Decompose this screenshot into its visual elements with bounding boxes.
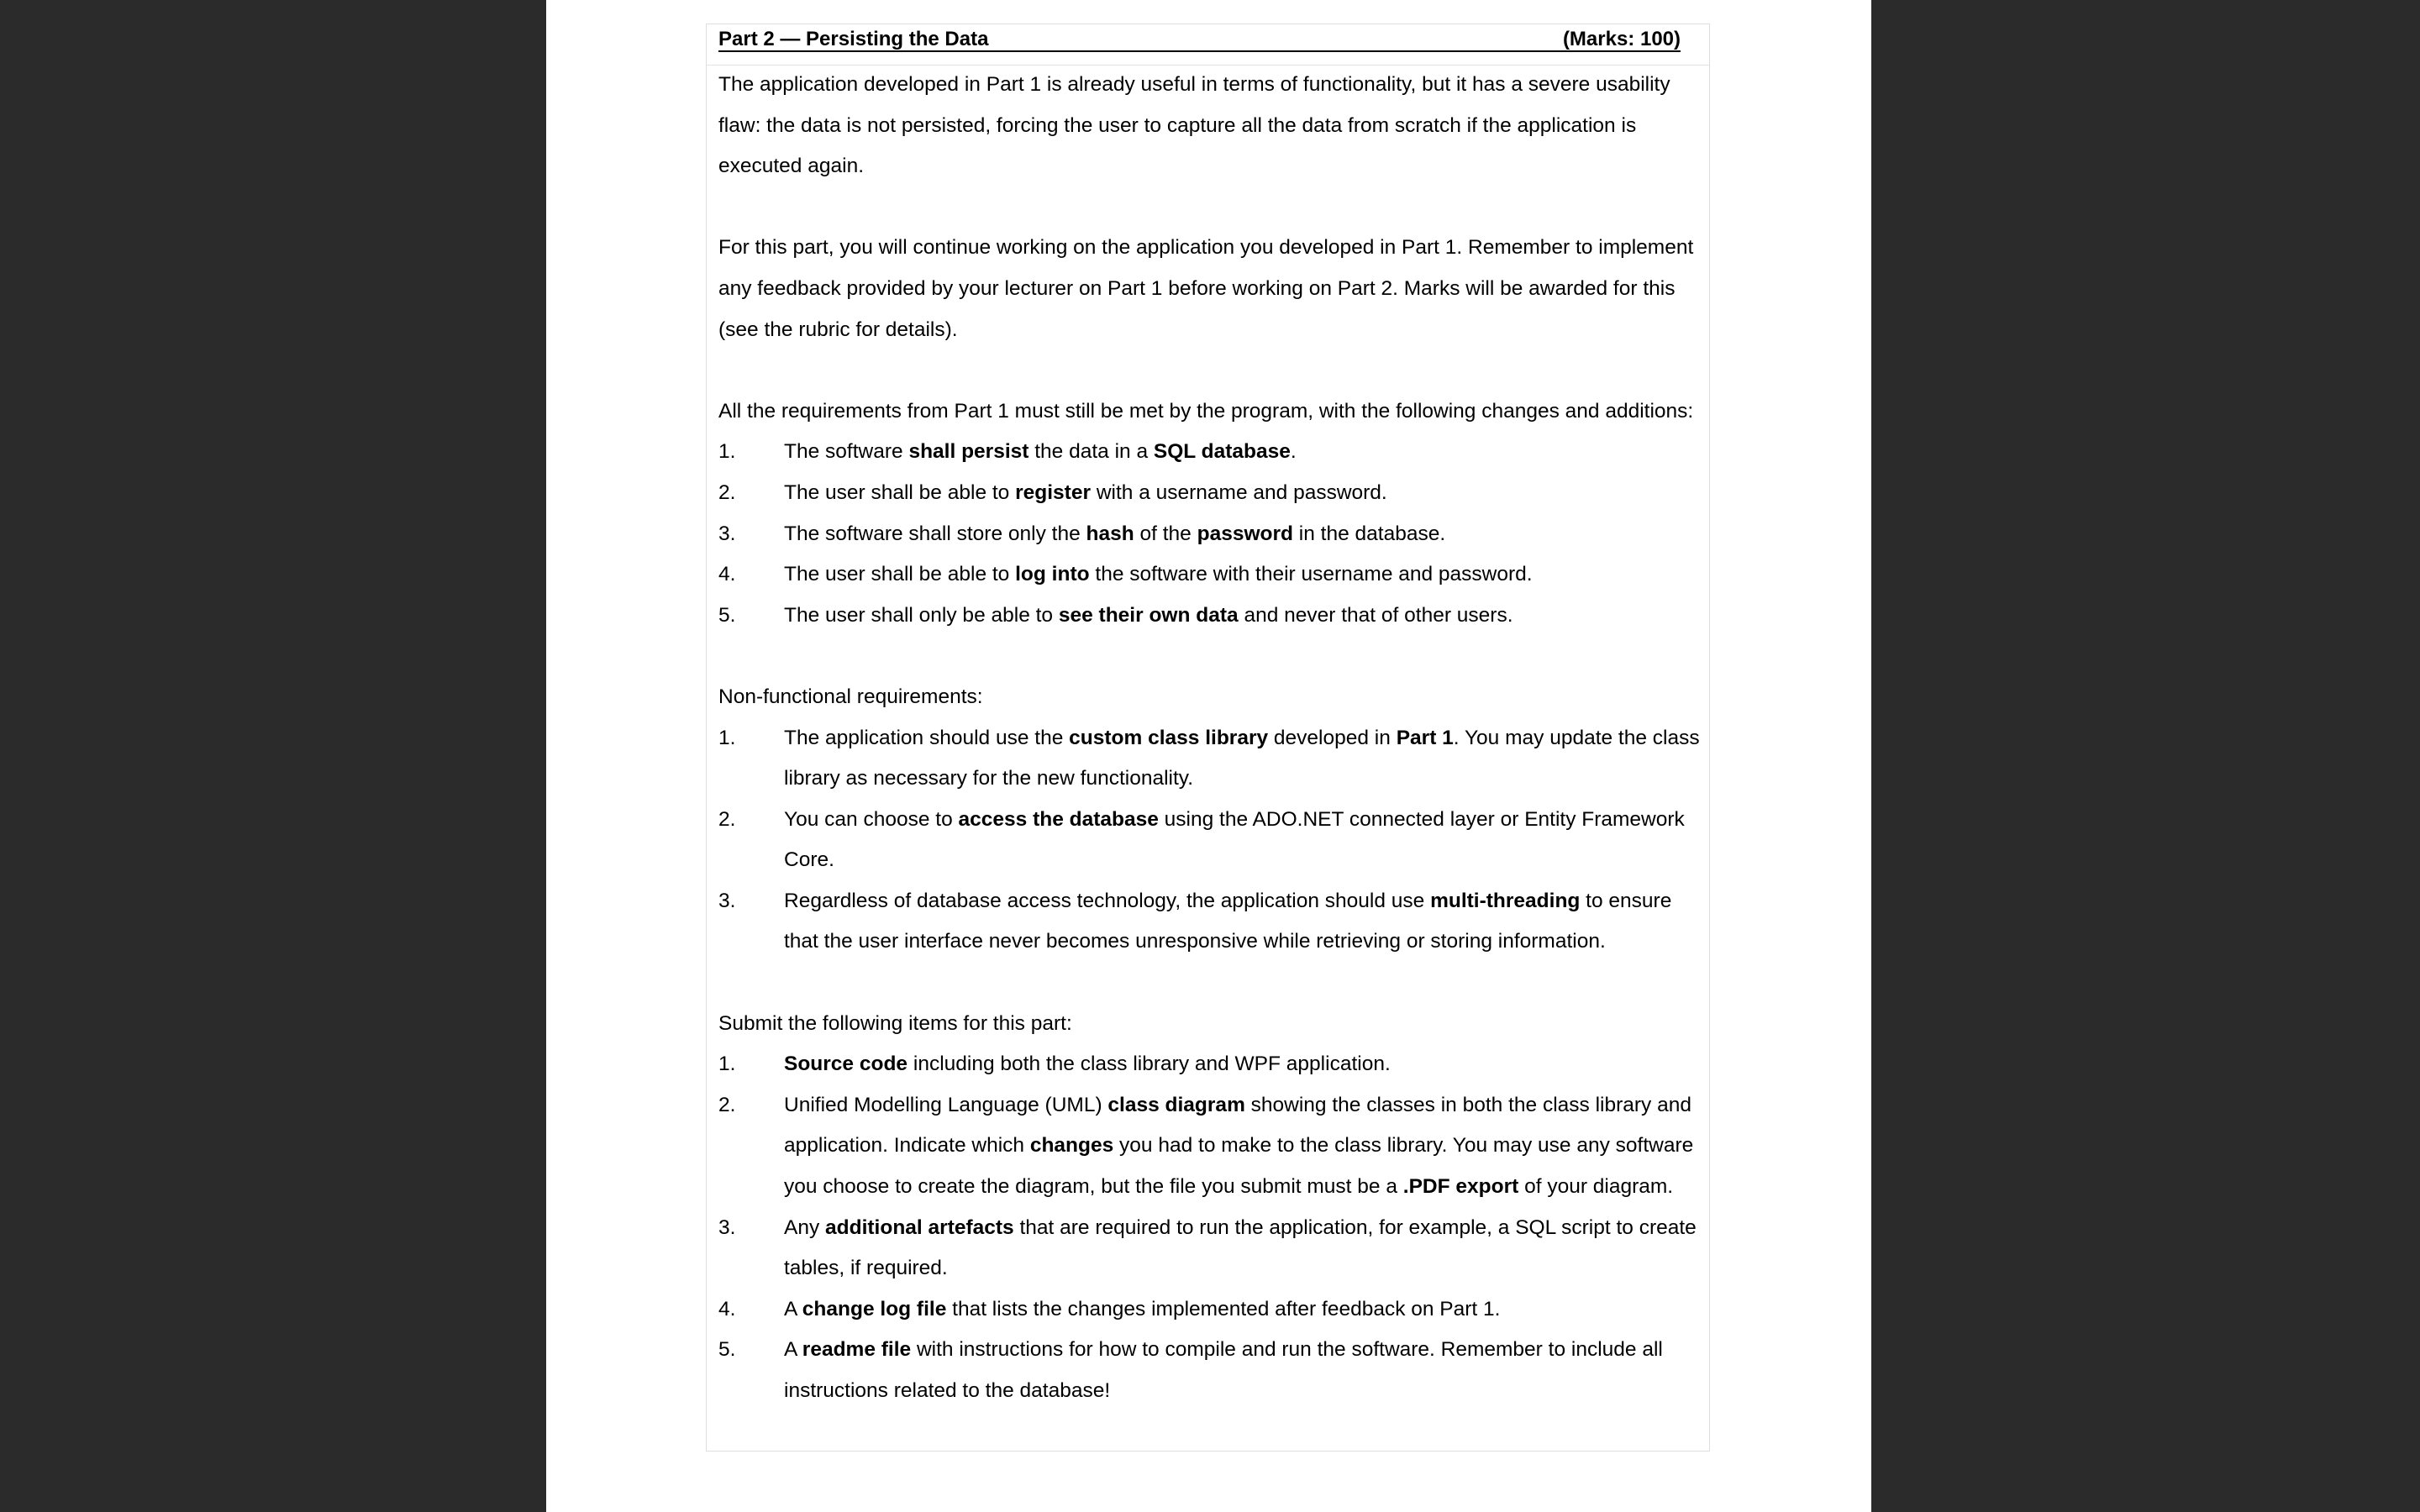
emphasis-text: password	[1197, 522, 1293, 545]
text-run: The user shall be able to	[784, 480, 1016, 504]
list-item	[718, 514, 1702, 555]
text-run: Regardless of database access technology, the application should use	[784, 889, 1431, 912]
list-item	[718, 473, 1702, 514]
text-run: A	[784, 1338, 802, 1362]
list-item-number: 5.	[718, 603, 736, 627]
emphasis-text: see their own data	[1058, 603, 1239, 627]
emphasis-text: log into	[1015, 563, 1090, 586]
list-item	[718, 800, 1702, 881]
text-run: The user shall only be able to	[784, 603, 1059, 627]
text-run: the data in a	[1028, 440, 1154, 464]
emphasis-text: hash	[1086, 522, 1134, 545]
list-item-text	[784, 1289, 1702, 1331]
list-item-number: 5.	[718, 1338, 736, 1362]
list-item-number: 3.	[718, 889, 736, 912]
spacer	[718, 963, 1702, 1004]
text-run: of your diagram.	[1518, 1175, 1674, 1199]
list-item	[718, 596, 1702, 637]
text-run: including both the class library and WPF application.	[908, 1053, 1391, 1076]
text-run: The user shall be able to	[784, 563, 1016, 586]
list-item-number: 1.	[718, 440, 736, 464]
emphasis-text: multi-threading	[1430, 889, 1581, 912]
text-run: .	[1290, 440, 1297, 464]
list-item-number: 4.	[718, 1297, 736, 1320]
list-item-text	[784, 432, 1702, 473]
list-item	[718, 1289, 1702, 1331]
document-page	[546, 0, 1871, 1512]
emphasis-text: changes	[1029, 1134, 1114, 1158]
emphasis-text: custom class library	[1069, 726, 1269, 749]
list-item-number: 2.	[718, 807, 736, 831]
list-item-number: 4.	[718, 563, 736, 586]
list-item	[718, 718, 1702, 800]
text-run: that lists the changes implemented after feedback on Part 1.	[946, 1297, 1501, 1320]
text-run: using the ADO.NET connected layer or Entity Framework Core.	[784, 807, 1685, 872]
text-run: you had to make to the class library. You may use any software you choose to create the diagram, but the file you submit must be a	[784, 1134, 1694, 1199]
list-item-text	[784, 1044, 1702, 1085]
list-item-text	[784, 881, 1702, 963]
list-item-number: 1.	[718, 1053, 736, 1076]
list-item-number: 3.	[718, 522, 736, 545]
text-run: Unified Modelling Language (UML)	[784, 1093, 1108, 1116]
nonfunctional-heading: Non-functional requirements:	[718, 685, 983, 708]
list-item-text	[784, 473, 1702, 514]
list-item-number: 2.	[718, 1093, 736, 1116]
text-run: of the	[1134, 522, 1197, 545]
text-run: The software shall store only the	[784, 522, 1086, 545]
spacer	[718, 636, 1702, 677]
list-item-text	[784, 800, 1702, 881]
emphasis-text: Part 1	[1396, 726, 1454, 749]
text-run: The application should use the	[784, 726, 1070, 749]
list-item-text	[784, 596, 1702, 637]
text-run: with a username and password.	[1091, 480, 1387, 504]
spacer	[718, 187, 1702, 228]
list-item-text	[784, 554, 1702, 596]
submit-list	[718, 1044, 1702, 1411]
text-run: the software with their username and password.	[1089, 563, 1533, 586]
text-run: showing the classes in both the class library and application. Indicate which	[784, 1093, 1691, 1158]
emphasis-text: SQL database	[1153, 440, 1291, 464]
nonfunctional-list	[718, 718, 1702, 963]
text-run: in the database.	[1293, 522, 1446, 545]
section-title: Part 2 — Persisting the Data	[718, 28, 989, 50]
emphasis-text: readme file	[802, 1338, 912, 1362]
list-item	[718, 554, 1702, 596]
emphasis-text: .PDF export	[1402, 1175, 1519, 1199]
document-body	[718, 65, 1702, 1412]
emphasis-text: register	[1015, 480, 1092, 504]
text-run: developed in	[1268, 726, 1397, 749]
text-run: A	[784, 1297, 802, 1320]
emphasis-text: change log file	[802, 1297, 947, 1320]
list-item	[718, 1044, 1702, 1085]
requirements-list	[718, 432, 1702, 636]
spacer	[718, 350, 1702, 391]
text-run: that are required to run the application, for example, a SQL script to create tables, if required.	[784, 1215, 1697, 1280]
submit-heading: Submit the following items for this part:	[718, 1011, 1072, 1035]
text-run: with instructions for how to compile and run the software. Remember to include all instructions related to the database!	[784, 1338, 1663, 1402]
text-run: . You may update the class library as necessary for the new functionality.	[784, 726, 1700, 790]
list-item-number: 2.	[718, 480, 736, 504]
list-item	[718, 1330, 1702, 1411]
emphasis-text: access the database	[958, 807, 1159, 831]
list-item-number: 3.	[718, 1215, 736, 1239]
list-item	[718, 1208, 1702, 1289]
list-item-text	[784, 1085, 1702, 1208]
list-item-text	[784, 1330, 1702, 1411]
text-run: The software	[784, 440, 909, 464]
section-marks: (Marks: 100)	[1562, 28, 1681, 50]
list-item	[718, 432, 1702, 473]
text-run: Any	[784, 1215, 826, 1239]
emphasis-text: Source code	[784, 1053, 908, 1076]
list-item	[718, 881, 1702, 963]
emphasis-text: additional artefacts	[825, 1215, 1014, 1239]
list-item-text	[784, 718, 1702, 800]
text-run: You can choose to	[784, 807, 959, 831]
text-run: to ensure that the user interface never becomes unresponsive while retrieving or storing information.	[784, 889, 1672, 953]
emphasis-text: shall persist	[908, 440, 1029, 464]
section-header	[707, 24, 1709, 66]
list-item-number: 1.	[718, 726, 736, 749]
emphasis-text: class diagram	[1107, 1093, 1245, 1116]
list-item	[718, 1085, 1702, 1208]
intro-paragraph-1: The application developed in Part 1 is already useful in terms of functionality, but it has a severe usability flaw: the data is not persisted, forcing the user to capture all the data from scratch if the application is executed again.	[718, 73, 1670, 178]
intro-paragraph-2: For this part, you will continue working on the application you developed in Part 1. Remember to implement any feedback provided by your lecturer on Part 1 before working on Part 2. Marks will be awarded for this (see the rubric for details).	[718, 236, 1694, 341]
document-frame	[706, 24, 1710, 1452]
intro-paragraph-3: All the requirements from Part 1 must still be met by the program, with the following changes and additions:	[718, 399, 1694, 423]
text-run: and never that of other users.	[1238, 603, 1513, 627]
list-item-text	[784, 514, 1702, 555]
header-underline	[718, 50, 1681, 52]
list-item-text	[784, 1208, 1702, 1289]
